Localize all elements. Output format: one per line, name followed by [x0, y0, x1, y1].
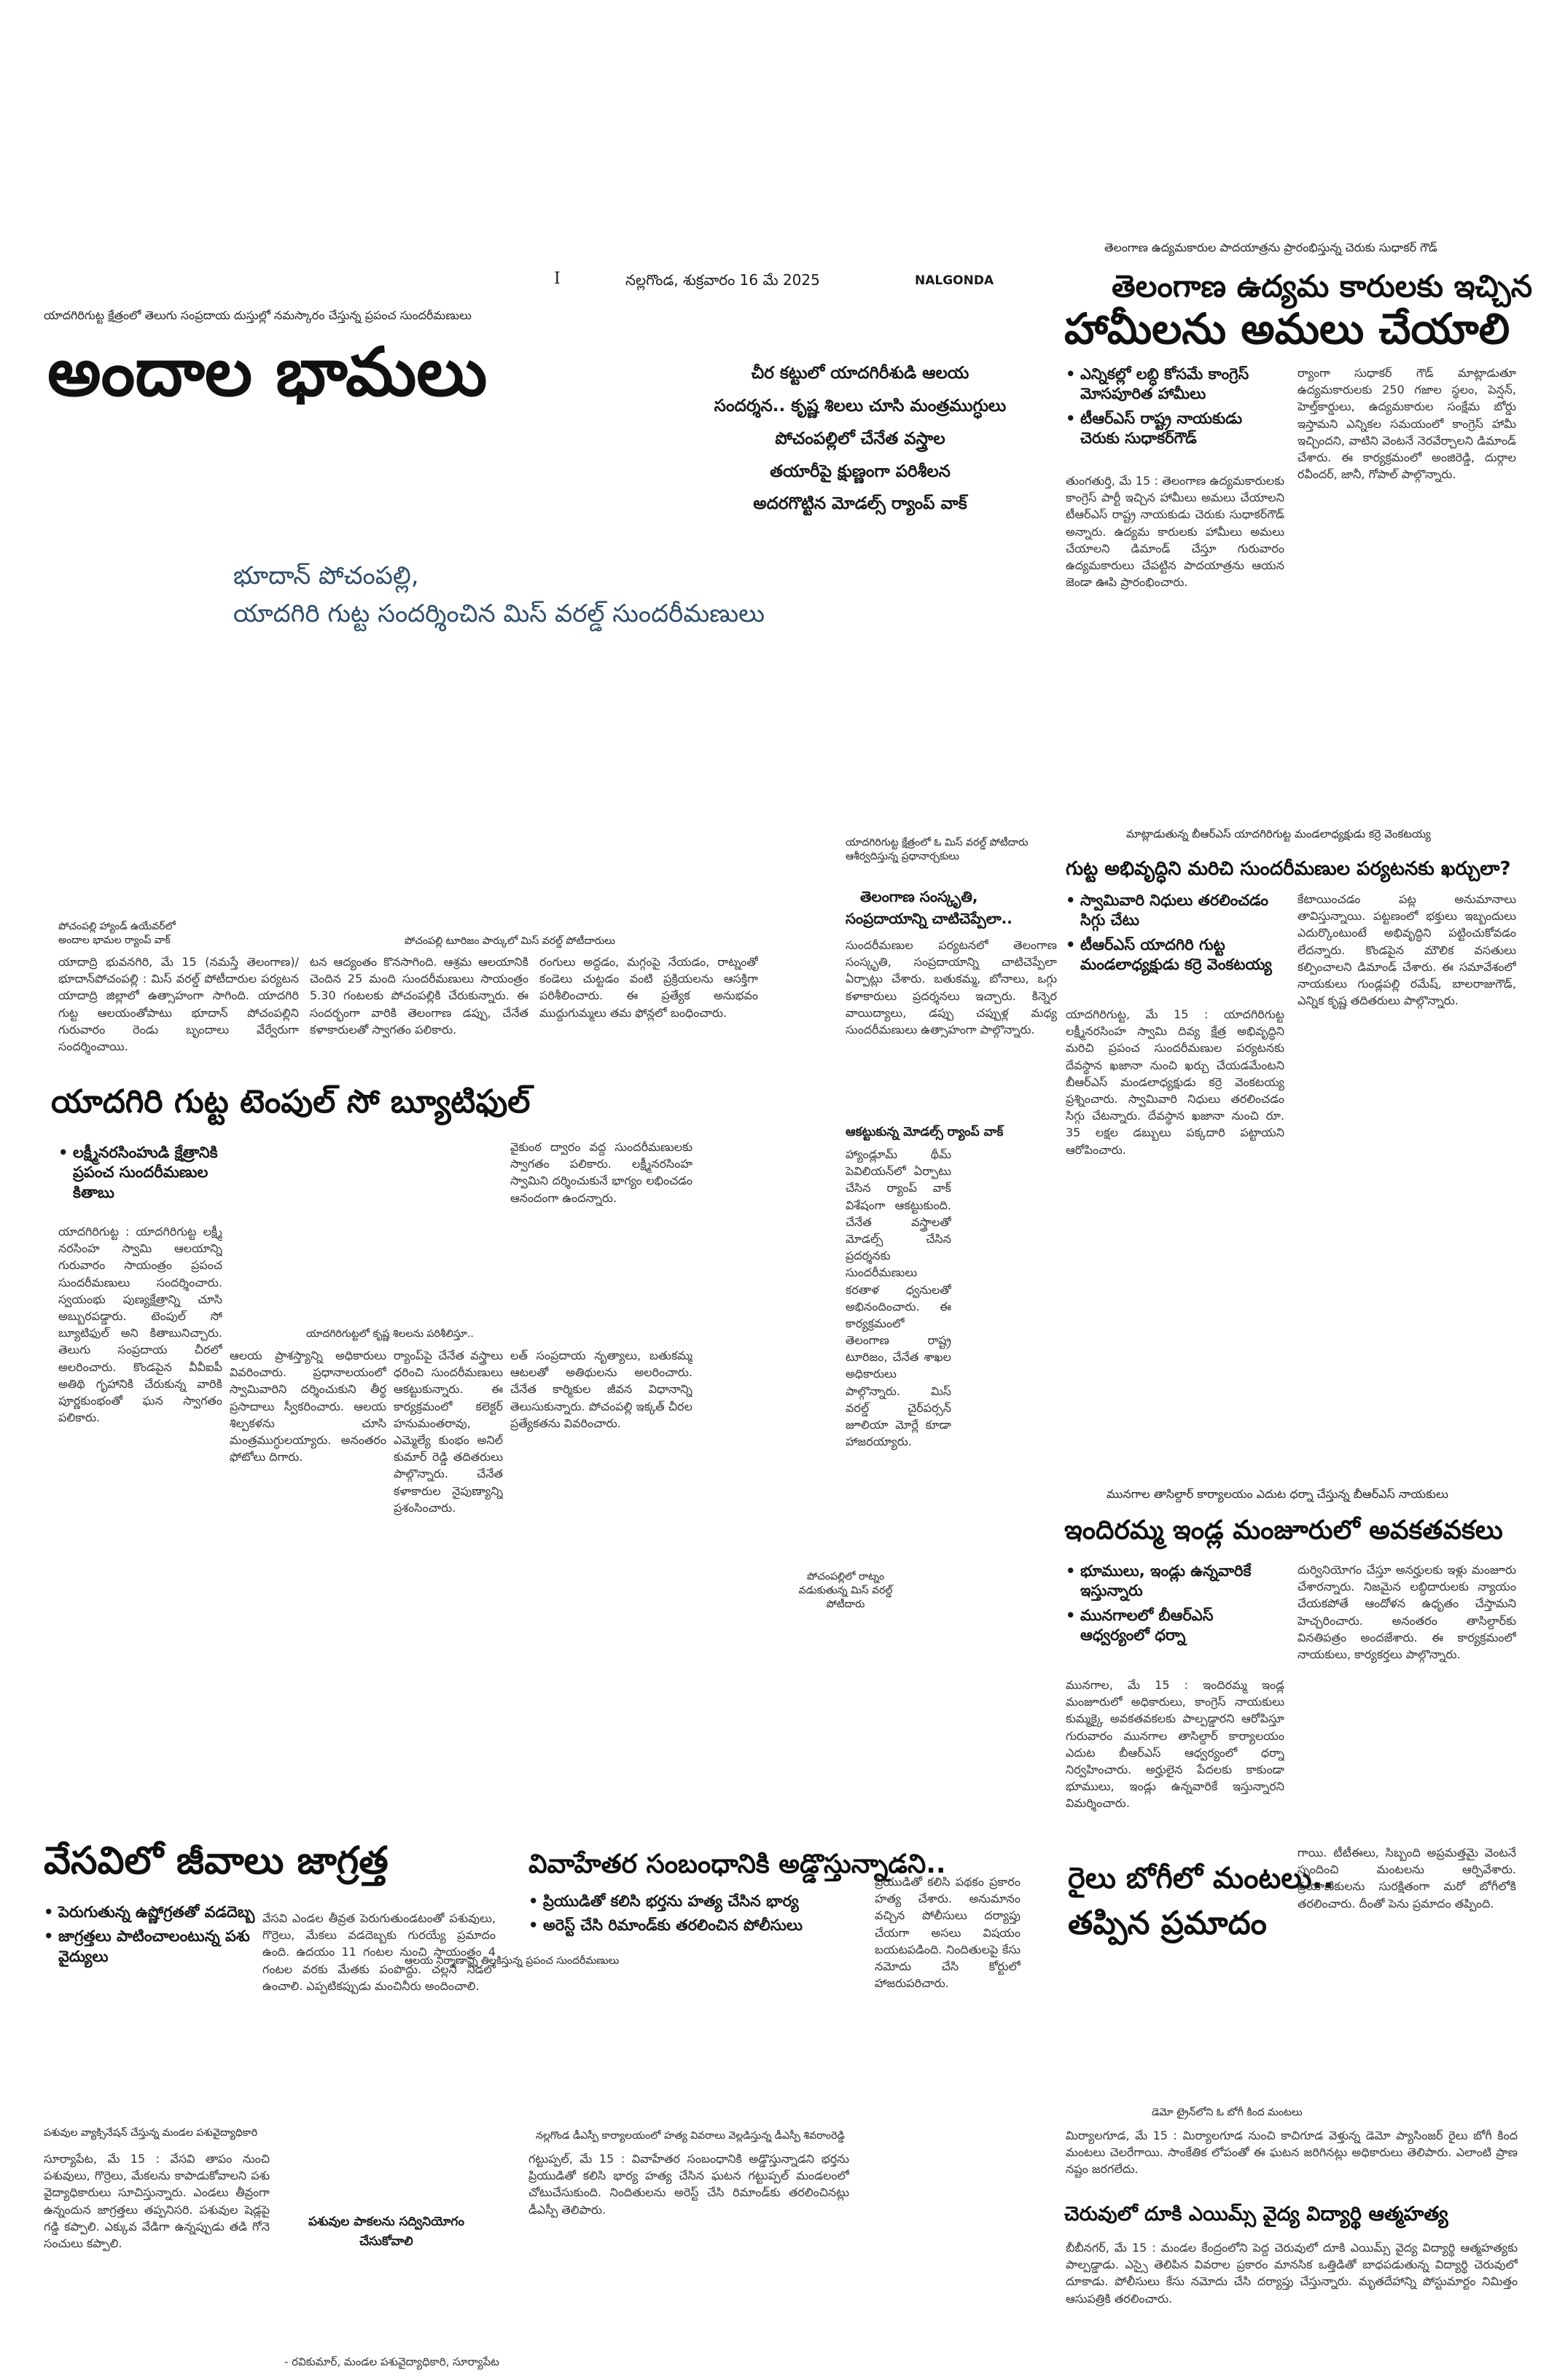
summer-subhead: పశువుల పాకలను సద్వినియోగం చేసుకోవాలి: [308, 2215, 464, 2250]
affair-body-2: ప్రియుడితో కలిసి పథకం ప్రకారం హత్య చేశారు. అనుమానం వచ్చిన పోలీసులు దర్యాప్తు చేయగా అసలు విషయం బయటపడింది. నిందితులపై కేసు నమోదు చేసి కోర్టులో హాజరుపరిచారు.: [875, 1875, 1021, 1991]
deck-line: తయారీపై క్షుణ్ణంగా పరిశీలన: [770, 461, 951, 481]
culture-subhead-1: తెలంగాణ సంస్కృతి,: [860, 888, 978, 905]
temple-caption-3: పోచంపల్లిలో రాట్నం వడుకుతున్న మిస్ వరల్డ్ పోటీదారు: [798, 1571, 893, 1610]
train-body-1: గాయి. టీటీఈలు, సిబ్బంది అప్రమత్తమై వెంటనే స్పందించి మంటలను ఆర్పివేశారు. ప్రయాణికులను సురక్షితంగా మరో బోగీలోకి తరలించారు. దీంతో పెను ప్రమాదం తప్పింది.: [1298, 1846, 1516, 1911]
edition-label: NALGONDA: [915, 273, 994, 288]
bullet-item: • పెరుగుతున్న ఉష్ణోగ్రతతో వడదెబ్బ: [44, 1903, 284, 1922]
summer-bullets: [44, 1903, 284, 1971]
affair-bullets: [528, 1892, 893, 1940]
beauty-subhead-2: యాదగిరి గుట్ట సందర్శించిన మిస్ వరల్డ్ సుందరీమణులు: [233, 599, 765, 628]
bullet-item: • అరెస్ట్ చేసి రిమాండ్‌కు తరలించిన పోలీసులు: [528, 1916, 893, 1935]
temple-bullets: [58, 1143, 226, 1207]
bullet-item: • ప్రియుడితో కలిసి భర్తను హత్య చేసిన భార్య: [528, 1892, 893, 1911]
bullet-item: • స్వామివారి నిధులు తరలించడం సిగ్గు చేటు: [1066, 891, 1284, 931]
summer-headline: వేసవిలో జీవాలు జాగ్రత్త: [44, 1839, 389, 1883]
temple-kicker-b: పోచంపల్లి టూరిజం పార్కులో మిస్ వరల్డ్ పోటీదారులు: [405, 935, 615, 947]
student-headline: చెరువులో దూకి ఎయిమ్స్ వైద్య విద్యార్థి ఆత్మహత్య: [1064, 2203, 1448, 2225]
gutta-bullets: [1066, 891, 1284, 979]
indiramma-headline: ఇందిరమ్మ ఇండ్ల మంజూరులో అవకతవకలు: [1064, 1515, 1503, 1545]
affair-headline: వివాహేతర సంబంధానికి అడ్డొస్తున్నాడని..: [528, 1849, 946, 1879]
deck-line: పోచంపల్లిలో చేనేత వస్త్రాల: [775, 429, 945, 448]
deck-line: అదరగొట్టిన మోడల్స్ ర్యాంప్ వాక్: [753, 494, 967, 514]
beauty-headline: అందాల భామలు: [47, 333, 488, 411]
beauty-kicker: యాదగిరిగుట్ట క్షేత్రంలో తెలుగు సంప్రదాయ దుస్తుల్లో నమస్కారం చేస్తున్న ప్రపంచ సుందరీమణులు: [44, 308, 472, 322]
temple-kicker-a: పోచంపల్లి హ్యాండ్ ఉయేవర్‌లో అందాల భామల ర్యాంప్ వాక్: [58, 921, 176, 946]
indiramma-body-2: దుర్వినియోగం చేస్తూ అనర్హులకు ఇళ్లు మంజూరు చేశారన్నారు. నిజమైన లబ్ధిదారులకు న్యాయం చేయకపోతే ఆందోళన ఉధృతం చేస్తామని హెచ్చరించారు. అనంతరం తాసిల్దార్‌కు వినతిపత్రం అందజేశారు. ఈ కార్యక్రమంలో నాయకులు, కార్యకర్తలు పాల్గొన్నారు.: [1298, 1563, 1516, 1661]
temple-caption-2: ఆలయ నిర్మాణాన్ని తిలకిస్తున్న ప్రపంచ సుందరీమణులు: [405, 1955, 620, 1967]
deck-line: చీర కట్టులో యాదగిరీశుడి ఆలయ: [751, 364, 969, 383]
culture-kicker: యాదగిరిగుట్ట క్షేత్రంలో ఓ మిస్ వరల్డ్ పోటీదారు ఆశీర్వదిస్తున్న ప్రధానార్చకులు: [846, 837, 1029, 862]
farmers-kicker: తెలంగాణ ఉద్యమకారుల పాదయాత్రను ప్రారంభిస్తున్న చెరుకు సుధాకర్ గౌడ్: [1104, 241, 1437, 254]
farmers-headline-1: తెలంగాణ ఉద్యమ కారులకు ఇచ్చిన: [1112, 268, 1533, 304]
affair-caption: నల్లగొండ డీఎస్పీ కార్యాలయంలో హత్య వివరాలు వెల్లడిస్తున్న డీఎస్పీ శివరాంరెడ్డి: [536, 2130, 845, 2142]
train-body-2: మిర్యాలగూడ, మే 15 : మిర్యాలగూడ నుంచి కాచిగూడ వెళ్తున్న డెమో ప్యాసింజర్ రైలు బోగీ కింద మంటలు చెలరేగాయి. సాంకేతిక లోపంతో ఈ ఘటన జరిగినట్లు అధికారులు తెలిపారు. ఎలాంటి ప్రాణ నష్టం జరగలేదు.: [1066, 2129, 1518, 2177]
farmers-headline-2: హామీలను అమలు చేయాలి: [1064, 304, 1510, 354]
farmers-body-2: ర్యాంగా సుధాకర్ గౌడ్ మాట్లాడుతూ ఉద్యమకారులకు 250 గజాల స్థలం, పెన్షన్, హెల్త్‌కార్డులు, ఉద్యమకారుల సంక్షేమ బోర్డు ఇస్తామని ఎన్నికల సమయంలో కాంగ్రెస్ హామీ ఇచ్చిందని, వాటిని వెంటనే నెరవేర్చాలని డిమాండ్ చేశారు. ఈ కార్యక్రమంలో అంజిరెడ్డి, దుర్గాల రవీందర్, జానీ, గోపాల్ పాల్గొన్నారు.: [1298, 366, 1516, 482]
culture-subhead-2: సంప్రదాయాన్ని చాటిచెప్పేలా..: [846, 910, 1012, 927]
culture-subhead-3: ఆకట్టుకున్న మోడల్స్ ర్యాంప్ వాక్: [846, 1125, 1004, 1139]
temple-intro-b: టన ఆద్యంతం కొనసాగింది. ఆశ్రమ ఆలయానికి చెందిన 25 మంది సుందరీమణులు సాయంత్రం 5.30 గంటలకు పోచంపల్లికి చేరుకున్నారు. ఈ సందర్భంగా వారికి తెలంగాణ డప్పు, చేనేత కళాకారులతో స్వాగతం పలికారు.: [310, 955, 528, 1037]
affair-body-1: గట్టుప్పల్, మే 15 : వివాహేతర సంబంధానికి అడ్డొస్తున్నాడని భర్తను ప్రియుడితో కలిసి భార్య హత్య చేసిన ఘటన గట్టుప్పల్ మండలంలో చోటుచేసుకుంది. నిందితులను అరెస్ట్ చేసి రిమాండ్‌కు తరలించినట్లు డీఎస్పీ తెలిపారు.: [528, 2152, 849, 2217]
summer-body-2: సూర్యాపేట, మే 15 : వేసవి తాపం నుంచి పశువులు, గొర్రెలు, మేకలను కాపాడుకోవాలని పశు వైద్యాధికారులు సూచిస్తున్నారు. ఎండలు తీవ్రంగా ఉన్నందున జాగ్రత్తలు తప్పనిసరి. పశువుల షెడ్లపై గడ్డి కప్పాలి. ఎక్కువ వేడిగా ఉన్నప్పుడు తడి గోనె సంచులు కప్పాలి.: [44, 2152, 270, 2250]
gutta-body-2: కేటాయించడం పట్ల అనుమానాలు తావిస్తున్నాయి. పట్టణంలో భక్తులు ఇబ్బందులు ఎదుర్కొంటుంటే అభివృద్ధిని పట్టించుకోవడం లేదన్నారు. కొండపైన మౌలిక వసతులు కల్పించాలని డిమాండ్ చేశారు. ఈ సమావేశంలో నాయకులు గుండ్లపల్లి రమేష్, బాలరాజుగౌడ్, ఎన్నిక కృష్ణ తదితరులు పాల్గొన్నారు.: [1298, 892, 1516, 1008]
bullet-item: • భూములు, ఇండ్లు ఉన్నవారికే ఇస్తున్నారు: [1066, 1561, 1284, 1601]
bullet-item: • లక్ష్మీనరసింహుడి క్షేత్రానికి ప్రపంచ సుందరీమణుల కితాబు: [58, 1143, 226, 1203]
page-marker: I: [554, 270, 561, 288]
indiramma-kicker: మునగాల తాసిల్దార్ కార్యాలయం ఎదుట ధర్నా చేస్తున్న బీఆర్ఎస్ నాయకులు: [1107, 1487, 1448, 1501]
temple-caption-1: యాదగిరిగుట్టలో కృష్ణ శిలలను పరిశీలిస్తూ..: [306, 1328, 474, 1340]
gutta-headline: గుట్ట అభివృద్ధిని మరిచి సుందరీమణుల పర్యటనకు ఖర్చులా?: [1066, 858, 1511, 880]
dateline: నల్లగొండ, శుక్రవారం 16 మే 2025: [625, 271, 820, 289]
temple-body-5: లత్ సంప్రదాయ నృత్యాలు, బతుకమ్మ ఆటలతో అతిథులను అలరించారు. చేనేత కార్మికుల జీవన విధానాన్ని తెలుసుకున్నారు. పోచంపల్లి ఇక్కత్ చీరల ప్రత్యేకతను వివరించారు.: [510, 1349, 692, 1430]
temple-body-4: ర్యాంప్‌పై చేనేత వస్త్రాలు ధరించి సుందరీమణులు ఆకట్టుకున్నారు. ఈ కార్యక్రమంలో కలెక్టర్ హనుమంతరావు, ఎమ్మెల్యే కుంభం అనిల్ కుమార్ రెడ్డి తదితరులు పాల్గొన్నారు. చేనేత కళాకారుల నైపుణ్యాన్ని ప్రశంసించారు.: [394, 1349, 503, 1515]
masthead: [554, 270, 994, 292]
temple-body-3: వైకుంఠ ద్వారం వద్ద సుందరీమణులకు స్వాగతం పలికారు. లక్ష్మీనరసింహ స్వామిని దర్శించుకునే భాగ్యం లభించడం ఆనందంగా ఉందన్నారు.: [510, 1140, 692, 1205]
culture-body-2: హ్యాండ్లూమ్ థీమ్ పెవిలియన్‌లో ఏర్పాటు చేసిన ర్యాంప్ వాక్ విశేషంగా ఆకట్టుకుంది. చేనేత వస్త్రాలతో మోడల్స్ చేసిన ప్రదర్శనకు సుందరీమణులు కరతాళ ధ్వనులతో అభినందించారు. ఈ కార్యక్రమంలో తెలంగాణ రాష్ట్ర టూరిజం, చేనేత శాఖల అధికారులు పాల్గొన్నారు. మిస్ వరల్డ్ చైర్‌పర్సన్ జూలియా మోర్లే కూడా హాజరయ్యారు.: [846, 1147, 951, 1449]
temple-headline: యాదగిరి గుట్ట టెంపుల్ సో బ్యూటిఫుల్: [51, 1083, 531, 1120]
beauty-subhead-1: భూదాన్ పోచంపల్లి,: [233, 561, 419, 590]
train-headline-2: తప్పిన ప్రమాదం: [1068, 1905, 1267, 1942]
indiramma-bullets: [1066, 1561, 1284, 1650]
gutta-body-1: యాదగిరిగుట్ట, మే 15 : యాదగిరిగుట్ట లక్ష్మీనరసింహ స్వామి దివ్య క్షేత్ర అభివృద్ధిని మరిచి ప్రపంచ సుందరీమణుల పర్యటనకు దేవస్థాన ఖజానా నుంచి ఖర్చు చేయడమేంటని బీఆర్ఎస్ మండలాధ్యక్షుడు కర్రె వెంకటయ్య ప్రశ్నించారు. స్వామివారి నిధులు తరలించడం సిగ్గు చేటన్నారు. దేవస్థాన ఖజానా నుంచి రూ. 35 లక్షల డబ్బులు పక్కదారి పట్టాయని ఆరోపించారు.: [1066, 1007, 1284, 1157]
train-caption: డెమో ట్రైన్‌లోని ఓ బోగీ కింద మంటలు: [1152, 2107, 1303, 2118]
culture-body-1: సుందరీమణుల పర్యటనలో తెలంగాణ సంస్కృతి, సంప్రదాయాన్ని చాటిచెప్పేలా ఏర్పాట్లు చేశారు. బతుకమ్మ, బోనాలు, ఒగ్గు కళాకారులు ప్రదర్శనలు ఇచ్చారు. కిన్నెర వాయిద్యాలు, డప్పు చప్పుళ్ల మధ్య సుందరీమణులు ఉత్సాహంగా పాల్గొన్నారు.: [846, 938, 1057, 1037]
bullet-item: • జాగ్రత్తలు పాటించాలంటున్న పశు వైద్యులు: [44, 1927, 284, 1967]
temple-intro-c: రంగులు అద్దడం, మగ్గంపై నేయడం, రాట్నంతో కండెలు చుట్టడం వంటి ప్రక్రియలను ఆసక్తిగా పరిశీలించారు. ఈ ప్రత్యేక అనుభవం ముద్దుగుమ్మలు తమ ఫోన్లలో బంధించారు.: [539, 955, 758, 1020]
bullet-item: • టీఆర్ఎస్ యాదగిరి గుట్ట మండలాధ్యక్షుడు కర్రె వెంకటయ్య: [1066, 935, 1284, 975]
bullet-item: • టీఆర్ఎస్ రాష్ట్ర నాయకుడు చెరుకు సుధాకర్‌గౌడ్: [1066, 409, 1284, 449]
bullet-item: • మునగాలలో బీఆర్ఎస్ ఆధ్వర్యంలో ధర్నా: [1066, 1606, 1284, 1646]
student-body: బీబీనగర్, మే 15 : మండల కేంద్రంలోని పెద్ద చెరువులో దూకి ఎయిమ్స్ వైద్య విద్యార్థి ఆత్మహత్యకు పాల్పడ్డాడు. ఎస్సై తెలిపిన వివరాల ప్రకారం మానసిక ఒత్తిడితో బాధపడుతున్న విద్యార్థి చెరువులో దూకాడు. పోలీసులు కేసు నమోదు చేసి దర్యాప్తు చేస్తున్నారు. మృతదేహాన్ని పోస్టుమార్టం నిమిత్తం ఆసుపత్రికి తరలించారు.: [1066, 2241, 1518, 2306]
farmers-bullets: [1066, 364, 1284, 453]
summer-caption: పశువుల వ్యాక్సినేషన్ చేస్తున్న మండల పశువైద్యాధికారి: [44, 2127, 258, 2139]
train-headline-1: రైలు బోగీలో మంటలు..: [1068, 1862, 1334, 1895]
indiramma-body-1: మునగాల, మే 15 : ఇందిరమ్మ ఇండ్ల మంజూరులో అధికారులు, కాంగ్రెస్ నాయకులు కుమ్మక్కై అవకతవకలకు పాల్పడ్డారని ఆరోపిస్తూ గురువారం మునగాల తాసిల్దార్ కార్యాలయం ఎదుట బీఆర్ఎస్ ఆధ్వర్యంలో ధర్నా నిర్వహించారు. అర్హులైన పేదలకు కాకుండా భూములు, ఇండ్లు ఉన్నవారికే ఇస్తున్నారని విమర్శించారు.: [1066, 1678, 1284, 1811]
deck-line: సందర్శన.. కృష్ణ శిలలు చూసి మంత్రముగ్ధులు: [714, 396, 1007, 415]
summer-byline: - రవికుమార్, మండల పశువైద్యాధికారి, సూర్యాపేట: [284, 2355, 499, 2368]
temple-intro-a: యాదాద్రి భువనగిరి, మే 15 (నమస్తే తెలంగాణ)/ భూదాన్‌పోచంపల్లి : మిస్ వరల్డ్ పోటీదారుల పర్యటన యాదాద్రి జిల్లాలో ఉత్సాహంగా సాగింది. యాదగిరి గుట్ట ఆలయంతోపాటు భూదాన్ పోచంపల్లిని గురువారం రెండు బృందాలు వేర్వేరుగా సందర్శించాయి.: [58, 955, 299, 1053]
summer-body-1: వేసవి ఎండల తీవ్రత పెరుగుతుండటంతో పశువులు, గొర్రెలు, మేకలు వడదెబ్బకు గురయ్యే ప్రమాదం ఉంది. ఉదయం 11 గంటల నుంచి సాయంత్రం 4 గంటల వరకు మేతకు పంపొద్దు. చల్లని నీడలో ఉంచాలి. ఎప్పటికప్పుడు మంచినీరు అందించాలి.: [262, 1911, 496, 1993]
farmers-body-1: తుంగతుర్తి, మే 15 : తెలంగాణ ఉద్యమకారులకు కాంగ్రెస్ పార్టీ ఇచ్చిన హామీలు అమలు చేయాలని టీఆర్ఎస్ రాష్ట్ర నాయకుడు చెరుకు సుధాకర్‌గౌడ్ అన్నారు. ఉద్యమ కారులకు హామీలు అమలు చేయాలని డిమాండ్ చేస్తూ గురువారం ఉద్యమకారులు చేపట్టిన పాదయాత్రను ఆయన జెండా ఊపి ప్రారంభించారు.: [1066, 474, 1284, 590]
bullet-item: • ఎన్నికల్లో లబ్ధి కోసమే కాంగ్రెస్ మోసపూరిత హామీలు: [1066, 364, 1284, 405]
gutta-kicker: మాట్లాడుతున్న బీఆర్ఎస్ యాదగిరిగుట్ట మండలాధ్యక్షుడు కర్రె వెంకటయ్య: [1126, 827, 1431, 840]
temple-body-2: ఆలయ ప్రాశస్త్యాన్ని అధికారులు వివరించారు. ప్రధానాలయంలో స్వామివారిని దర్శించుకుని తీర్థ ప్రసాదాలు స్వీకరించారు. ఆలయ శిల్పకళను చూసి మంత్రముగ్ధులయ్యారు. అనంతరం ఫోటోలు దిగారు.: [230, 1349, 386, 1464]
beauty-deck: [685, 357, 1035, 520]
temple-body-1: యాదగిరిగుట్ట : యాదగిరిగుట్ట లక్ష్మీ నరసింహ స్వామి ఆలయాన్ని గురువారం సాయంత్రం ప్రపంచ సుందరీమణులు సందర్శించారు. స్వయంభు పుణ్యక్షేత్రాన్ని చూసి అబ్బురపడ్డారు. టెంపుల్ సో బ్యూటిఫుల్ అని కితాబునిచ్చారు. తెలుగు సంప్రదాయ చీరలో అలరించారు. కొండపైన వీవీఐపీ అతిథి గృహానికి చేరుకున్న వారికి పూర్ణకుంభంతో ఘన స్వాగతం పలికారు.: [58, 1225, 222, 1425]
